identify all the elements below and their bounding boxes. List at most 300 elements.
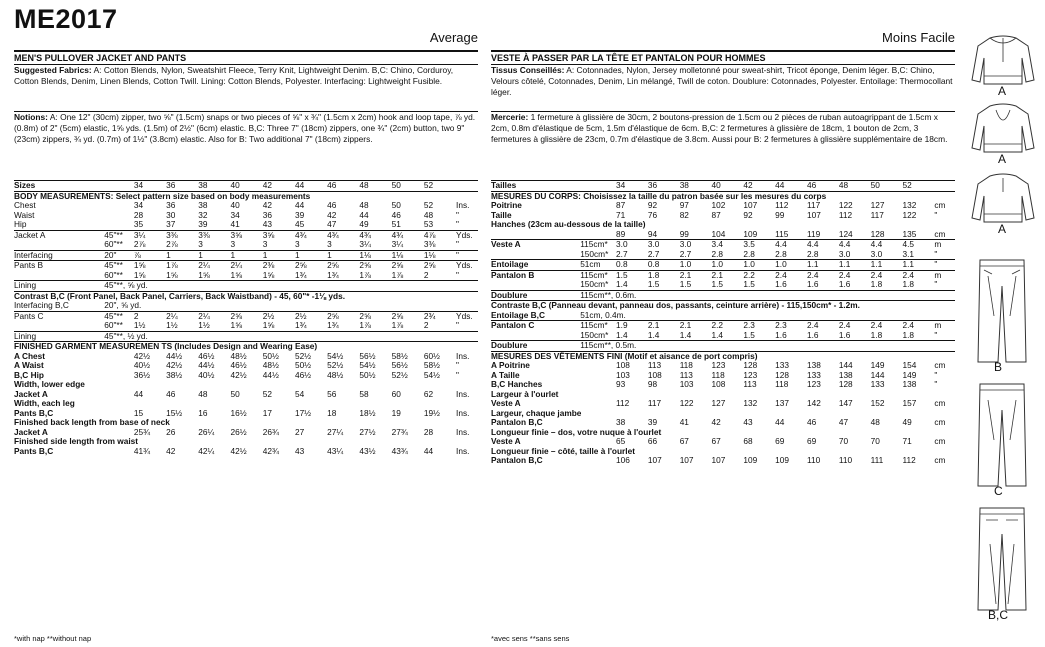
table-cell: 2⅝ (327, 311, 359, 321)
table-cell: 18 (327, 407, 337, 418)
row-label: Taille (491, 209, 512, 220)
table-cell: 1¾ (327, 269, 339, 280)
table-cell: 142 (807, 398, 821, 408)
row-label: BODY MEASUREMENTS: Select pattern size based on body measurements (14, 191, 478, 201)
table-cell: 118 (775, 379, 789, 389)
table-cell: 44 (133, 388, 144, 399)
row-label (491, 250, 580, 260)
table-cell: 108 (647, 369, 662, 380)
row-label: Waist (14, 209, 35, 220)
table-cell: Ins. (456, 388, 470, 399)
table-cell: 69 (775, 436, 785, 446)
table-cell: 3.0 (680, 240, 712, 250)
pattern-number: ME2017 (14, 4, 118, 34)
table-cell: 1.6 (838, 329, 851, 340)
table-cell: 50 (230, 388, 240, 399)
table-cell: 117 (647, 398, 662, 408)
table-cell: 40 (230, 200, 240, 210)
table-cell: 3.0 (870, 248, 883, 259)
table-row (14, 390, 478, 400)
table-cell: 152 (870, 398, 885, 408)
table-row (14, 230, 478, 240)
table-cell: 37 (166, 219, 176, 229)
table-cell: 2.3 (775, 321, 807, 331)
table-cell: 1.1 (839, 260, 871, 271)
table-cell: 34 (134, 181, 166, 192)
table-cell: 92 (743, 209, 753, 220)
table-cell: 27¾ (391, 426, 408, 437)
table-cell: 42 (711, 417, 721, 427)
row-label: Lining (14, 331, 104, 342)
suggested-fabrics-fr: Tissus Conseillés: A: Cotonnades, Nylon, Jersey molletonné pour sweat-shirt, Tricot éponge, Denim léger. B,C: Chino, Velours côtelé, Cotonnades, Denim, Lin mélangé, Twill de coton. Doublure: Cotonnades, Polyester. Entoilage: Thermocollant léger. (491, 64, 955, 98)
table-row (14, 220, 478, 230)
table-cell: 122 (902, 209, 917, 220)
figure-label: A (998, 84, 1007, 98)
table-cell: 46 (327, 181, 359, 192)
table-cell: 97 (679, 200, 689, 210)
table-cell: 44 (294, 200, 305, 210)
table-cell: " (934, 279, 938, 289)
table-cell: 98 (647, 379, 658, 389)
table-cell: cm (934, 360, 946, 370)
table-cell: 111 (870, 455, 884, 465)
table-cell: 42 (262, 200, 272, 210)
row-label: A Poitrine (491, 360, 530, 370)
table-cell: 2.7 (616, 248, 628, 259)
row-label: MESURES DU CORPS: Choisissez la taille du patron basée sur les mesures du corps (491, 191, 955, 201)
row-label: Pants B,C (14, 407, 54, 418)
table-cell: 1½ (133, 320, 146, 330)
table-cell: 93 (616, 379, 626, 389)
table-row (14, 201, 478, 211)
table-cell: 52½ (327, 360, 344, 370)
table-cell: 2.4 (902, 321, 934, 331)
table-cell: 1 (327, 250, 359, 261)
table-cell: 4.4 (839, 240, 871, 250)
english-column (14, 0, 478, 647)
table-cell: 44 (359, 209, 369, 220)
table-cell: 46½ (230, 360, 247, 370)
table-cell: 34 (616, 181, 648, 192)
table-cell: 4.4 (871, 240, 903, 250)
table-cell: 112 (775, 200, 789, 210)
table-cell: 18½ (359, 407, 376, 418)
table-cell: 1⅞ (166, 261, 198, 271)
table-cell: 1 (198, 250, 230, 261)
table-cell: 15½ (166, 407, 183, 418)
table-row (14, 311, 478, 321)
table-cell: 65 (616, 436, 626, 446)
table-cell: 46½ (198, 350, 215, 361)
jacket-a-front-illustration (968, 32, 1038, 98)
table-cell: 2⅝ (327, 261, 359, 271)
table-cell: " (934, 260, 955, 271)
table-cell: 20", ⅝ yd. (104, 300, 142, 310)
table-cell: 1 (166, 250, 198, 261)
table-cell: Yds. (456, 261, 478, 271)
table-cell: 71 (616, 209, 626, 220)
table-cell: 58 (359, 388, 369, 399)
table-cell: 50 (871, 181, 903, 192)
jacket-a-back-illustration (968, 100, 1038, 166)
row-label (491, 230, 580, 240)
table-cell: 122 (679, 398, 694, 408)
table-row (491, 250, 955, 260)
row-label: Hip (14, 219, 27, 229)
table-cell: 2.7 (647, 248, 660, 259)
table-cell: 3 (327, 239, 332, 249)
table-cell: cm (934, 436, 946, 446)
row-label: Longueur finie – côté, taille à l'ourlet (491, 445, 635, 456)
table-row (491, 301, 955, 311)
table-row (491, 240, 955, 250)
table-cell: 1⅝ (134, 261, 166, 271)
garment-illustrations (962, 0, 1045, 647)
table-cell: 1⅝ (198, 269, 210, 280)
table-cell: 3⅝ (231, 230, 263, 240)
table-cell: 17 (262, 407, 272, 418)
table-cell: 48 (839, 181, 871, 192)
table-cell: 2.4 (871, 321, 903, 331)
table-cell: 1.1 (871, 260, 903, 271)
table-cell: 103 (679, 379, 694, 389)
table-cell: 2⅝ (359, 311, 391, 321)
table-cell: 44 (775, 417, 785, 427)
table-cell: 38½ (166, 369, 183, 380)
table-cell: 46 (807, 417, 817, 427)
table-cell: 45"** (104, 230, 134, 240)
table-cell: 48 (359, 181, 391, 192)
table-cell: 67 (679, 436, 689, 446)
table-cell: 123 (711, 360, 726, 370)
table-cell: 2½ (295, 311, 327, 321)
table-cell (580, 456, 616, 466)
table-cell: 138 (902, 379, 917, 389)
table-cell: 26½ (230, 426, 247, 437)
table-cell: 43¾ (391, 445, 408, 456)
table-cell: 62 (423, 388, 434, 399)
table-cell (580, 399, 616, 409)
table-cell: 149 (870, 360, 885, 370)
row-label: Lining (14, 281, 104, 292)
table-cell: 2⅞ (166, 239, 178, 249)
table-cell: 2.8 (743, 248, 755, 259)
table-cell: 43 (743, 417, 753, 427)
table-cell: 42¾ (262, 445, 279, 456)
table-cell: 42 (263, 181, 295, 192)
table-row (491, 280, 955, 290)
table-cell: 2.8 (711, 248, 724, 259)
table-cell: 3.0 (648, 240, 680, 250)
table-cell: 2.1 (648, 321, 680, 331)
table-cell: 54½ (359, 360, 376, 370)
table-row (14, 342, 478, 352)
table-cell: 1 (231, 250, 263, 261)
table-cell: 112 (902, 455, 916, 465)
table-cell: 42 (743, 181, 775, 192)
table-cell: 47 (327, 219, 337, 229)
table-cell: 16 (198, 407, 208, 418)
table-cell: 50 (391, 200, 401, 210)
table-cell: 128 (838, 379, 853, 389)
table-cell: 1⅛ (392, 250, 424, 261)
table-cell (580, 201, 616, 211)
row-label: Pantalon C (491, 321, 580, 331)
table-cell: 99 (679, 228, 689, 239)
row-label: Contrast B,C (Front Panel, Back Panel, Carriers, Back Waistband) - 45, 60"* -1⅛ yds. (14, 291, 478, 301)
table-cell: 45"** (104, 261, 134, 271)
table-cell: 108 (616, 360, 630, 370)
table-cell: 1¾ (294, 320, 307, 330)
table-cell: 1⅝ (133, 269, 146, 280)
row-label: Doublure (491, 341, 580, 352)
table-cell: 0.8 (648, 260, 680, 271)
table-cell: 52 (423, 200, 434, 210)
table-cell: 1.5 (616, 270, 648, 280)
table-cell: 40½ (198, 369, 215, 380)
table-cell: 1.9 (616, 321, 648, 331)
difficulty-level: Average (429, 30, 478, 45)
table-cell: 27½ (359, 426, 376, 437)
table-cell: 45"** (104, 311, 134, 321)
table-cell: 2⅝ (424, 261, 456, 271)
table-row (14, 447, 478, 457)
table-row (14, 321, 478, 331)
table-cell: 60 (391, 388, 401, 399)
table-cell: 138 (807, 360, 821, 370)
table-cell: 115 (775, 228, 789, 239)
pants-b-illustration (974, 256, 1030, 374)
row-label: A Waist (14, 360, 44, 370)
table-cell: 46 (166, 388, 176, 399)
table-cell: 115cm* (580, 270, 616, 280)
table-cell: 89 (616, 228, 626, 239)
table-cell: 82 (679, 209, 689, 220)
table-cell: 54½ (327, 350, 344, 361)
table-cell: 3.0 (838, 248, 851, 259)
table-cell: " (934, 209, 938, 220)
table-cell: 35 (133, 219, 144, 229)
table-cell: 150cm* (580, 329, 609, 340)
row-label: Largeur, chaque jambe (491, 407, 582, 418)
table-cell: 49 (359, 219, 369, 229)
table-cell: 4¾ (327, 230, 359, 240)
footnote-fr: *avec sens **sans sens (491, 634, 570, 643)
table-cell: 133 (870, 379, 885, 389)
table-cell: 46 (327, 200, 337, 210)
table-cell: cm (934, 417, 946, 427)
table-cell: 122 (838, 200, 853, 210)
table-cell: 44½ (262, 369, 279, 380)
table-cell: 3¼ (134, 230, 166, 240)
footnote: *with nap **without nap (14, 634, 92, 643)
row-label: Width, each leg (14, 398, 75, 408)
table-cell: 50 (392, 181, 424, 192)
table-cell: m (934, 270, 955, 280)
table-cell: 108 (711, 379, 726, 389)
table-cell: 115cm* (580, 240, 616, 250)
table-cell: 2 (134, 311, 166, 321)
table-cell: 28 (133, 209, 144, 220)
table-cell: 50½ (262, 350, 279, 361)
row-label (14, 321, 104, 331)
table-row (491, 409, 955, 419)
table-cell: 137 (775, 398, 790, 408)
suggested-fabrics: Suggested Fabrics: A: Cotton Blends, Nylon, Sweatshirt Fleece, Terry Knit, Lightweight Denim. B,C: Chino, Corduroy, Cotton Blends, Denim, Linen Blends, Cotton Twill. Lining: Cotton Blends, Polyester. Interfacing: Lightweight Fusible. (14, 64, 478, 87)
table-cell: 1⅝ (262, 269, 275, 280)
table-cell: 1.4 (679, 329, 692, 340)
table-cell: 2⅝ (392, 311, 424, 321)
table-cell: 1.8 (870, 329, 883, 340)
table-cell: 2⅝ (359, 261, 391, 271)
row-label: Chest (14, 200, 36, 210)
table-cell: 45 (294, 219, 305, 229)
table-cell: 2.4 (871, 270, 903, 280)
table-cell: 1.8 (902, 329, 915, 340)
table-cell: 103 (616, 369, 630, 380)
table-cell: 54 (294, 388, 305, 399)
table-cell: 42½ (230, 445, 247, 456)
table-cell: 2¾ (424, 311, 456, 321)
table-cell: " (456, 369, 459, 380)
table-cell: 1.4 (616, 279, 628, 289)
table-cell: 49 (902, 417, 912, 427)
table-cell: 1.6 (775, 279, 787, 289)
table-cell: 38 (616, 417, 626, 427)
row-label: Pants C (14, 311, 104, 321)
row-label: FINISHED GARMENT MEASUREMEN TS (Includes Design and Wearing Ease) (14, 342, 478, 352)
table-cell: 43¼ (327, 445, 344, 456)
table-cell: Ins. (456, 426, 470, 437)
table-cell: " (934, 329, 938, 340)
table-cell: 60"** (104, 320, 123, 330)
table-cell: 60½ (423, 350, 440, 361)
table-cell: 1.0 (743, 260, 775, 271)
row-label: Longueur finie – dos, votre nuque à l'ourlet (491, 426, 662, 437)
table-cell: 1.4 (647, 329, 660, 340)
table-cell: 41¾ (133, 445, 151, 456)
figure-label: B,C (988, 608, 1009, 622)
table-cell: 1⅞ (359, 269, 371, 280)
table-cell: 1⅝ (166, 269, 178, 280)
table-cell: 94 (647, 228, 658, 239)
row-label: Pantalon B,C (491, 417, 543, 427)
table-cell (104, 361, 134, 371)
table-cell: 60"** (104, 239, 123, 249)
table-cell: 1 (263, 250, 295, 261)
table-cell: 36 (262, 209, 272, 220)
table-cell: 2⅝ (392, 261, 424, 271)
table-cell: 2 (423, 269, 429, 280)
table-cell: 3¼ (391, 239, 404, 249)
table-cell: 45"**, ½ yd. (104, 331, 478, 342)
table-cell: 51cm, 0.4m. (580, 309, 626, 320)
table-cell: 38 (198, 181, 230, 192)
table-cell: 138 (838, 369, 853, 380)
table-cell: 118 (711, 369, 725, 380)
table-cell: 107 (711, 455, 726, 465)
table-cell: m (934, 240, 955, 250)
table-cell: 106 (616, 455, 630, 465)
row-label: Tailles (491, 181, 580, 192)
table-cell: 43½ (359, 445, 376, 456)
table-cell: 3 (230, 239, 236, 249)
table-row (14, 331, 478, 342)
table-cell: 2.4 (839, 270, 871, 280)
jacket-a-side-illustration (968, 170, 1038, 236)
table-cell: 1.5 (743, 329, 755, 340)
table-cell: 44 (423, 445, 434, 456)
table-cell: 1.8 (648, 270, 680, 280)
table-cell: 50½ (359, 369, 376, 380)
table-cell: 39 (647, 417, 658, 427)
table-row (14, 240, 478, 250)
table-cell: 3 (262, 239, 268, 249)
table-cell: 1.8 (902, 279, 915, 289)
table-cell: 87 (616, 200, 626, 210)
table-cell: 4.4 (807, 240, 839, 250)
table-cell: 39 (294, 209, 305, 220)
french-column (491, 0, 955, 647)
table-cell: 44½ (198, 360, 215, 370)
table-cell: 150cm* (580, 279, 609, 289)
table-cell (934, 181, 955, 192)
table-row (491, 428, 955, 438)
table-cell: 42¼ (198, 445, 215, 456)
table-cell: 115cm**, 0.6m. (580, 290, 955, 301)
table-cell: 27 (294, 426, 305, 437)
table-cell (104, 352, 134, 362)
table-cell: 2.1 (712, 270, 744, 280)
table-cell: 113 (647, 360, 662, 370)
table-cell: 2.1 (680, 270, 712, 280)
table-row (491, 331, 955, 341)
table-cell: 157 (902, 398, 917, 408)
table-cell: 2½ (263, 311, 295, 321)
table-cell: 39 (198, 219, 208, 229)
table-cell: 128 (743, 360, 758, 370)
table-cell: 127 (711, 398, 726, 408)
table-cell: 56½ (391, 360, 408, 370)
table-cell: 2.4 (839, 321, 871, 331)
table-cell: 2¼ (198, 261, 230, 271)
table-cell: 109 (743, 455, 758, 465)
table-cell: 16½ (230, 407, 247, 418)
table-cell: 107 (647, 455, 662, 465)
table-row (491, 290, 955, 301)
table-cell: " (934, 248, 938, 259)
table-cell: " (456, 209, 459, 220)
table-cell: 36½ (133, 369, 151, 380)
row-label: Pantalon B (491, 270, 580, 280)
table-row (14, 250, 478, 261)
row-label: Largeur à l'ourlet (491, 388, 559, 399)
table-cell: 128 (870, 228, 885, 239)
table-row (14, 261, 478, 271)
table-cell: 0.8 (616, 260, 648, 271)
table-cell: 42 (166, 445, 176, 456)
table-row (14, 181, 478, 192)
row-label: Jacket A (14, 426, 48, 437)
table-cell: 113 (743, 379, 757, 389)
table-row (491, 270, 955, 280)
table-row (14, 271, 478, 281)
table-cell: 27¼ (327, 426, 344, 437)
pattern-title: MEN'S PULLOVER JACKET AND PANTS (14, 50, 478, 64)
table-cell: " (456, 360, 459, 370)
table-cell: 1½ (166, 320, 178, 330)
table-cell: 26¾ (262, 426, 279, 437)
